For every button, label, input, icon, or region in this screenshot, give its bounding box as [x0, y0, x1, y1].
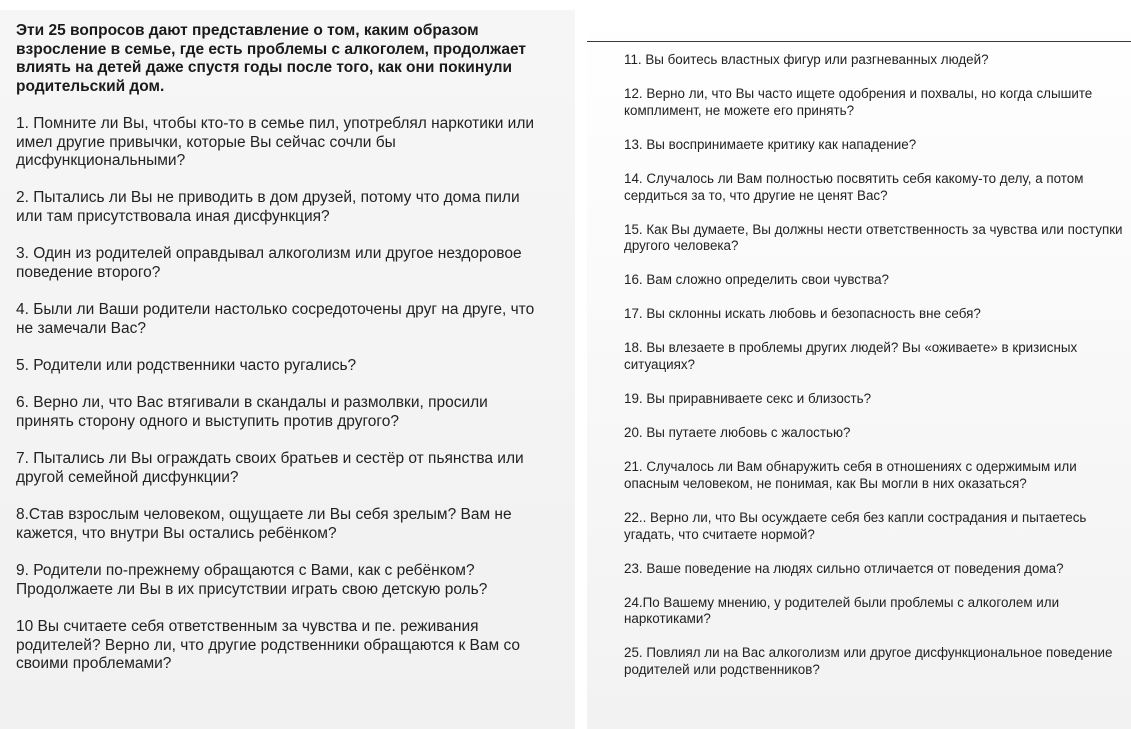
question-8: 8.Став взрослым человеком, ощущаете ли Вы себя зрелым? Вам не кажется, что внутри Вы остались ребёнком? [16, 506, 512, 542]
question-7: 7. Пытались ли Вы ограждать своих братьев и сестёр от пьянства или другой семейной дисфункции? [16, 450, 524, 486]
question-list-right [624, 52, 1125, 679]
question-21: 21. Случалось ли Вам обнаружить себя в отношениях с одержимым или опасным человеком, не понимая, как Вы могли в них оказаться? [624, 459, 1077, 491]
question-24: 24.По Вашему мнению, у родителей были проблемы с алкоголем или наркотиками? [624, 594, 1060, 627]
question-9: 9. Родители по-прежнему обращаются с Вами, как с ребёнком? Продолжаете ли Вы в их присутствии играть свою детскую роль? [16, 562, 488, 598]
question-14: 14. Случалось ли Вам полностью посвятить себя какому-то делу, а потом сердиться за то, что другие не ценят Вас? [624, 170, 1084, 203]
question-18: 18. Вы влезаете в проблемы других людей? Вы «оживаете» в кризисных ситуациях? [624, 340, 1078, 373]
question-23: 23. Ваше поведение на людях сильно отличается от поведения дома? [624, 560, 1064, 576]
question-20: 20. Вы путаете любовь с жалостью? [624, 425, 851, 441]
question-1: 1. Помните ли Вы, чтобы кто-то в семье пил, употреблял наркотики или имел другие привычки, которые Вы сейчас сочли бы дисфункциональными? [16, 114, 535, 170]
top-divider-line [587, 41, 1131, 42]
question-13: 13. Вы воспринимаете критику как нападение? [624, 136, 917, 152]
intro-heading: Эти 25 вопросов дают представление о том, каким образом взросление в семье, где есть проблемы с алкоголем, продолжает влиять на детей даже спустя годы после того, как они покинули родительский дом. [16, 22, 526, 96]
question-6: 6. Верно ли, что Вас втягивали в скандалы и размолвки, просили принять сторону одного и выступить против другого? [16, 394, 488, 431]
question-list-left [16, 115, 535, 674]
question-17: 17. Вы склонны искать любовь и безопасность вне себя? [624, 306, 981, 322]
left-page [0, 10, 575, 729]
question-4: 4. Были ли Ваши родители настолько сосредоточены друг на друге, что не замечали Вас? [16, 301, 535, 337]
question-15: 15. Как Вы думаете, Вы должны нести ответственность за чувства или поступки другого человека? [624, 221, 1123, 254]
question-25: 25. Повлиял ли на Вас алкоголизм или другое дисфункциональное поведение родителей или родственников? [624, 645, 1113, 678]
question-5: 5. Родители или родственники часто ругались? [16, 357, 357, 375]
question-3: 3. Один из родителей оправдывал алкоголизм или другое нездоровое поведение второго? [16, 245, 522, 282]
right-page [587, 10, 1131, 729]
question-10: 10 Вы считаете себя ответственным за чувства и пе. реживания родителей? Верно ли, что другие родственники обращаются к Вам со своими проблемами? [16, 617, 520, 673]
question-11: 11. Вы боитесь властных фигур или разгневанных людей? [624, 52, 989, 67]
question-19: 19. Вы приравниваете секс и близость? [624, 391, 872, 407]
question-2: 2. Пытались ли Вы не приводить в дом друзей, потому что дома пили или там присутствовала иная дисфункция? [16, 189, 520, 226]
question-16: 16. Вам сложно определить свои чувства? [624, 272, 889, 288]
question-12: 12. Верно ли, что Вы часто ищете одобрения и похвалы, но когда слышите комплимент, не можете его принять? [624, 85, 1093, 118]
question-22: 22.. Верно ли, что Вы осуждаете себя без капли сострадания и пытаетесь угадать, что считаете нормой? [624, 509, 1087, 542]
